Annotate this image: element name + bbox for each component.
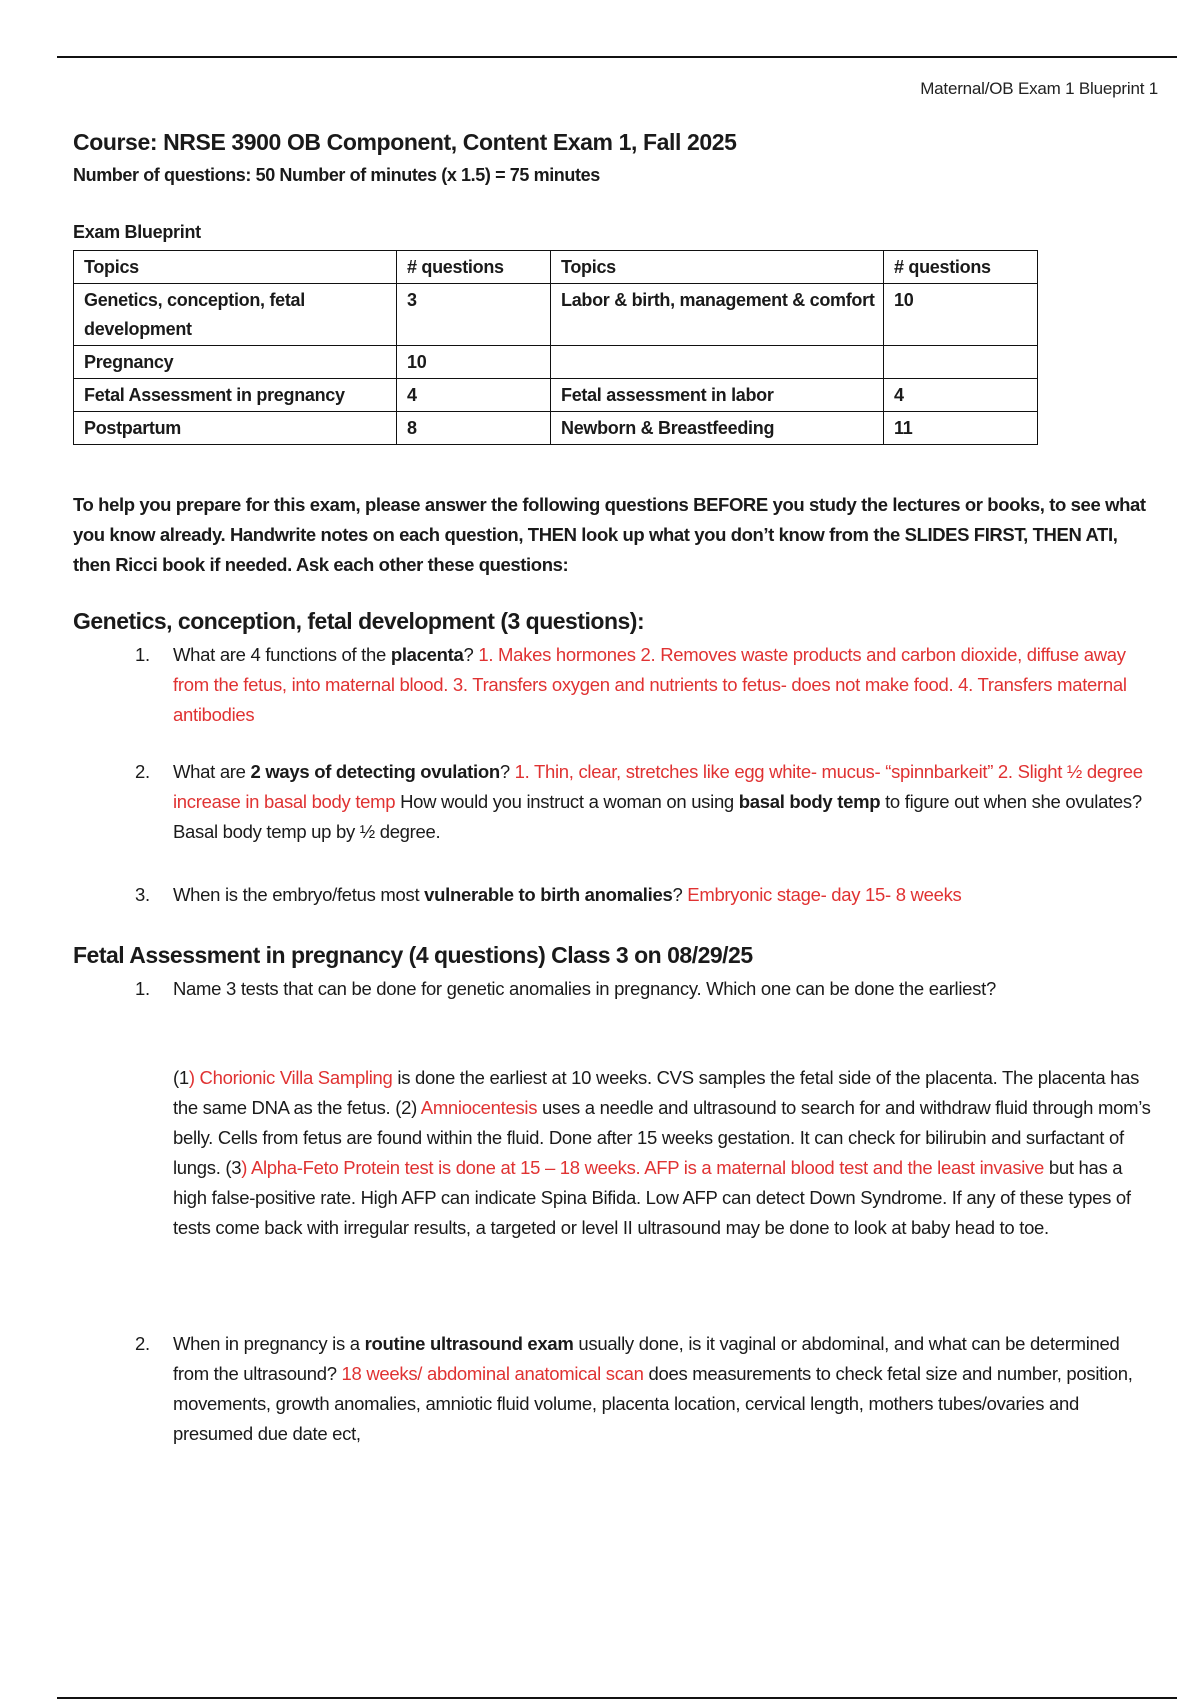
header-questions: # questions <box>884 251 1038 284</box>
question-keyword: placenta <box>390 644 464 665</box>
answer-detail: does measurements to check fetal size and number, position, movements, growth anomalies, amniotic fluid volume, placenta location, cervical length, mothers tubes/ovaries and presumed due date ect, <box>173 1363 1133 1444</box>
topic-cell: Genetics, conception, fetal development <box>74 284 397 346</box>
answer-genetic-tests <box>173 1063 1158 1243</box>
topic-cell: Labor & birth, management & comfort <box>551 284 884 346</box>
blueprint-table <box>73 250 1038 445</box>
answer-afp-detail: but has a high false-positive rate. High AFP can indicate Spina Bifida. Low AFP can detect Down Syndrome. If any of these types of tests come back with irregular results, a targeted or level II ultrasound may be done to look at baby head to toe. <box>173 1157 1131 1238</box>
section-heading-fetal-assessment: Fetal Assessment in pregnancy (4 questions) Class 3 on 08/29/25 <box>73 942 753 968</box>
count-cell: 10 <box>884 284 1038 346</box>
header-questions: # questions <box>397 251 551 284</box>
topic-cell: Postpartum <box>74 412 397 445</box>
question-genetic-tests <box>135 974 1155 1004</box>
count-cell: 4 <box>884 379 1038 412</box>
answer-label: (1 <box>173 1067 189 1088</box>
question-keyword: vulnerable to birth anomalies <box>424 884 673 905</box>
question-text: What are <box>173 761 251 782</box>
count-cell: 10 <box>397 346 551 379</box>
answer-amnio-detail: uses a needle and ultrasound to search for and withdraw fluid through mom’s belly. Cells from fetus are found within the fluid. Done after 15 weeks gestation. It can check for bilirubin and surfactant of lungs. (3 <box>173 1097 1151 1178</box>
follow-up-text: How would you instruct a woman on using <box>395 791 739 812</box>
section-heading-genetics: Genetics, conception, fetal development (3 questions): <box>73 608 645 634</box>
answer-text: 18 weeks/ abdominal anatomical scan <box>341 1363 644 1384</box>
topic-cell: Newborn & Breastfeeding <box>551 412 884 445</box>
topic-cell <box>551 346 884 379</box>
question-text: What are 4 functions of the <box>173 644 391 665</box>
question-punct: ? <box>499 761 515 782</box>
follow-up-keyword: basal body temp <box>738 791 881 812</box>
count-cell: 11 <box>884 412 1038 445</box>
header-topics: Topics <box>551 251 884 284</box>
question-vulnerable <box>135 880 1155 910</box>
blueprint-label: Exam Blueprint <box>73 222 201 242</box>
question-ovulation <box>135 757 1155 847</box>
question-text-cont: usually done, is it vaginal or abdominal, and what can be determined from the ultrasound? <box>173 1333 1120 1384</box>
count-cell: 4 <box>397 379 551 412</box>
question-number: 2. <box>135 1333 150 1354</box>
course-meta: Number of questions: 50 Number of minutes (x 1.5) = 75 minutes <box>73 165 600 185</box>
question-number: 1. <box>135 644 150 665</box>
question-number: 3. <box>135 884 150 905</box>
question-number: 1. <box>135 978 150 999</box>
table-header-row <box>74 251 1038 284</box>
count-cell: 8 <box>397 412 551 445</box>
question-punct: ? <box>672 884 688 905</box>
question-text: When in pregnancy is a <box>173 1333 365 1354</box>
follow-up-answer: to figure out when she ovulates? Basal body temp up by ½ degree. <box>173 791 1142 842</box>
answer-afp: ) Alpha-Feto Protein test is done at 15 – 18 weeks. AFP is a maternal blood test and the least invasive <box>241 1157 1045 1178</box>
table-row <box>74 346 1038 379</box>
table-row <box>74 412 1038 445</box>
answer-cvs: ) Chorionic Villa Sampling <box>188 1067 393 1088</box>
question-punct: ? <box>463 644 479 665</box>
answer-text: Embryonic stage- day 15- 8 weeks <box>687 884 962 905</box>
top-rule <box>57 56 1177 58</box>
answer-amnio: Amniocentesis <box>420 1097 538 1118</box>
intro-instructions: To help you prepare for this exam, please answer the following questions BEFORE you study the lectures or books, to see what you know already. Handwrite notes on each question, THEN look up what you don’t know from the SLIDES FIRST, THEN ATI, then Ricci book if needed. Ask each other these questions: <box>73 494 1146 575</box>
answer-text: 1. Thin, clear, stretches like egg white- mucus- “spinnbarkeit” 2. Slight ½ degree increase in basal body temp <box>173 761 1143 812</box>
topic-cell: Fetal Assessment in pregnancy <box>74 379 397 412</box>
count-cell: 3 <box>397 284 551 346</box>
question-keyword: routine ultrasound exam <box>364 1333 574 1354</box>
count-cell <box>884 346 1038 379</box>
question-ultrasound <box>135 1329 1155 1449</box>
running-head: Maternal/OB Exam 1 Blueprint 1 <box>920 79 1158 98</box>
answer-text: 1. Makes hormones 2. Removes waste products and carbon dioxide, diffuse away from the fetus, into maternal blood. 3. Transfers oxygen and nutrients to fetus- does not make food. 4. Transfers maternal antibodies <box>173 644 1127 725</box>
bottom-rule <box>57 1697 1177 1699</box>
question-text: When is the embryo/fetus most <box>173 884 425 905</box>
question-number: 2. <box>135 761 150 782</box>
question-text: Name 3 tests that can be done for genetic anomalies in pregnancy. Which one can be done the earliest? <box>173 978 996 999</box>
table-row <box>74 379 1038 412</box>
topic-cell: Fetal assessment in labor <box>551 379 884 412</box>
answer-cvs-detail: is done the earliest at 10 weeks. CVS samples the fetal side of the placenta. The placenta has the same DNA as the fetus. (2) <box>173 1067 1140 1118</box>
question-keyword: 2 ways of detecting ovulation <box>250 761 500 782</box>
question-placenta <box>135 640 1155 730</box>
table-row <box>74 284 1038 346</box>
header-topics: Topics <box>74 251 397 284</box>
topic-cell: Pregnancy <box>74 346 397 379</box>
course-title: Course: NRSE 3900 OB Component, Content Exam 1, Fall 2025 <box>73 129 737 155</box>
